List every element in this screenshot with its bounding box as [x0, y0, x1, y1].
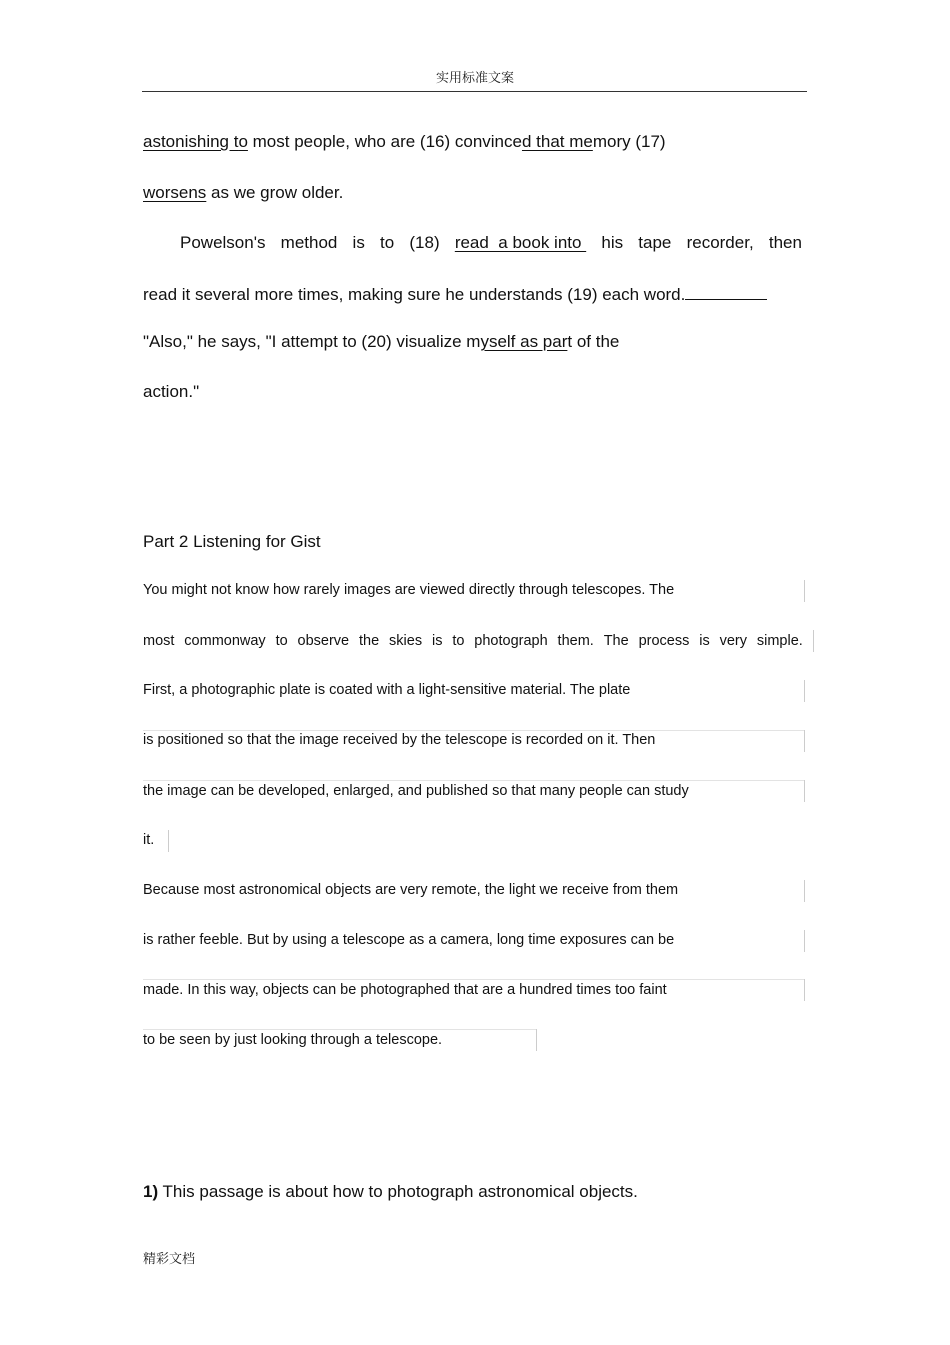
answer-fill-worsens: worsens: [143, 183, 207, 202]
question-number: 1): [143, 1182, 159, 1201]
text-frame-rule: [143, 730, 805, 731]
word: process: [638, 633, 690, 649]
word: The: [603, 633, 629, 649]
answer-fill-astonishing: astonishing t: [143, 132, 239, 151]
passage-line-9: made. In this way, objects can be photographed that are a hundred times too faint: [143, 982, 667, 998]
text-frame-edge: [804, 580, 805, 602]
text-frame-edge: [168, 830, 169, 852]
text-frame-rule: [143, 1029, 536, 1030]
passage-line-7: Because most astronomical objects are very remote, the light we receive from them: [143, 882, 679, 898]
paragraph-line-6: action.": [143, 382, 200, 401]
word: observe: [297, 633, 350, 649]
text-frame-edge: [804, 680, 805, 702]
word: to: [380, 233, 395, 252]
word: commonway: [184, 633, 266, 649]
text-frame-edge: [804, 880, 805, 902]
paragraph-line-3: [180, 233, 802, 253]
word: photograph: [474, 633, 548, 649]
word: Powelson's: [180, 233, 266, 252]
text-frame-edge: [804, 930, 805, 952]
word: simple.: [756, 633, 803, 649]
passage-line-3: First, a photographic plate is coated with a light-sensitive material. The plate: [143, 682, 631, 698]
text-segment: "Also," he says, "I attempt to (20) visualize m: [143, 332, 481, 351]
text-frame-edge: [813, 630, 814, 652]
word: recorder,: [686, 233, 754, 252]
word: most: [143, 633, 175, 649]
answer-fill-that-memory: d that me: [521, 132, 593, 151]
text-segment: most people, who are (16) convince: [247, 132, 522, 151]
passage-line-6: it.: [143, 832, 155, 848]
paragraph-line-1: [143, 132, 666, 152]
word: them.: [557, 633, 594, 649]
word: is: [431, 633, 443, 649]
word: to: [452, 633, 465, 649]
word: very: [719, 633, 747, 649]
question-1: [143, 1182, 638, 1202]
answer-fill-read-a-book-into: read a book into: [454, 233, 587, 252]
page-footer-text: 精彩文档: [143, 1252, 196, 1267]
answer-fill-myself-as-part: yself as par: [480, 332, 568, 351]
text-segment: read it several more times, making sure he understands (19) each word.: [143, 285, 686, 304]
paragraph-line-4: [143, 283, 767, 305]
text-frame-edge: [804, 979, 805, 1001]
word: his: [601, 233, 624, 252]
text-segment: mory (17): [592, 132, 666, 151]
paragraph-line-5: [143, 332, 619, 352]
question-text: This passage is about how to photograph astronomical objects.: [158, 1182, 638, 1201]
word: method: [280, 233, 338, 252]
text-frame-edge: [804, 780, 805, 802]
text-frame-rule: [143, 780, 805, 781]
word: (18): [409, 233, 440, 252]
passage-line-2: [143, 633, 803, 649]
page-header-title: 实用标准文案: [435, 71, 514, 86]
paragraph-line-2: [143, 183, 343, 203]
header-divider: [142, 91, 807, 92]
word: to: [275, 633, 288, 649]
passage-line-1: You might not know how rarely images are viewed directly through telescopes. The: [143, 582, 675, 598]
text-segment: t of the: [567, 332, 620, 351]
text-frame-rule: [143, 979, 805, 980]
word: the: [359, 633, 380, 649]
word: then: [768, 233, 802, 252]
section-heading-part-2: Part 2 Listening for Gist: [143, 532, 321, 551]
passage-line-10: to be seen by just looking through a telescope.: [143, 1032, 443, 1048]
passage-line-5: the image can be developed, enlarged, and published so that many people can study: [143, 783, 689, 799]
word: is: [352, 233, 365, 252]
word: tape: [638, 233, 672, 252]
word: is: [699, 633, 710, 649]
text-frame-edge: [536, 1029, 537, 1051]
text-segment: as we grow older.: [206, 183, 344, 202]
passage-line-8: is rather feeble. But by using a telescope as a camera, long time exposures can be: [143, 932, 675, 948]
passage-line-4: is positioned so that the image received by the telescope is recorded on it. Then: [143, 732, 656, 748]
text-frame-edge: [804, 730, 805, 752]
word: skies: [389, 633, 423, 649]
answer-blank: [685, 283, 767, 300]
answer-fill-astonishing-end: o: [238, 132, 248, 151]
